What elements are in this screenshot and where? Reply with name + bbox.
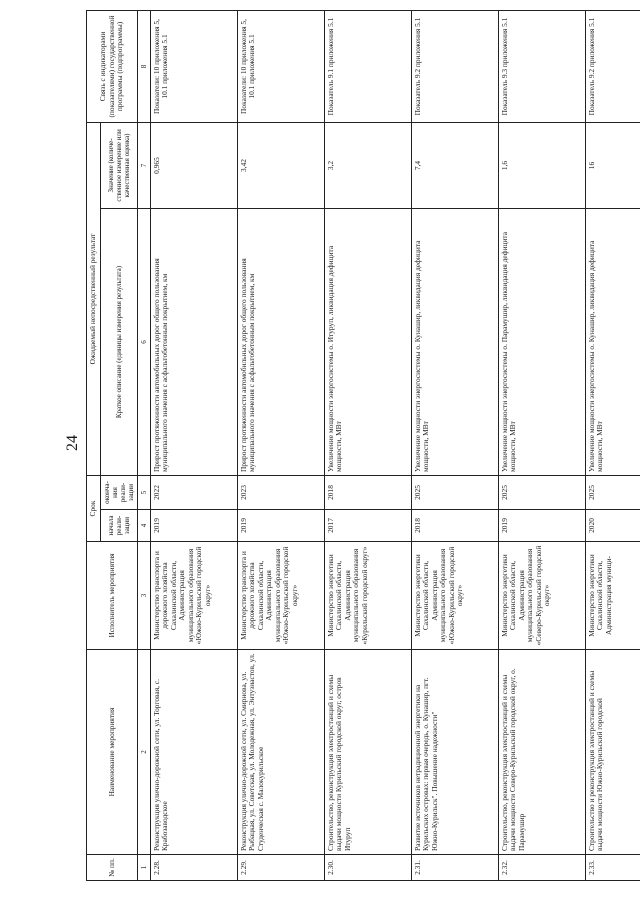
header-name: Наименование мероприятия — [87, 650, 138, 855]
indicator-link: Показатели: 10 приложения 5, 10.1 приложения 5.1 — [237, 10, 324, 122]
column-number: 1 — [137, 855, 150, 881]
column-number: 2 — [137, 650, 150, 855]
header-executor: Исполнитель мероприятия — [87, 542, 138, 650]
result-value: 1,6 — [498, 122, 585, 208]
result-description: Увеличение мощности энергосистемы о. Парамушир, ликвидация дефицита мощности, МВт — [498, 208, 585, 475]
header-period: Срок — [87, 475, 101, 541]
row-number: 2.29. — [237, 855, 324, 881]
indicator-link: Показатели: 10 приложения 5, 10.1 приложения 5.1 — [150, 10, 237, 122]
table-row — [585, 10, 640, 880]
indicator-link: Показатель 9.1 приложения 5.1 — [324, 10, 411, 122]
table-row — [150, 10, 237, 880]
indicator-link: Показатель 9.3 приложения 5.1 — [498, 10, 585, 122]
measure-executor: Министерство энергетики Сахалинской области, Администрация муници- — [585, 542, 640, 650]
start-year: 2019 — [150, 510, 237, 542]
end-year: 2025 — [585, 475, 640, 509]
table-stage — [86, 11, 613, 881]
measure-executor: Министерство транспорта и дорожного хозяйства Сахалинской области, Администрация муниципального образования «Южно-Курильский городской округ» — [237, 542, 324, 650]
result-value: 3,42 — [237, 122, 324, 208]
indicator-link: Показатель 9.2 приложения 5.1 — [585, 10, 640, 122]
column-number: 5 — [137, 475, 150, 509]
measure-name: Реконструкция улично-дорожной сети, ул. Смирнова, ул. Рыбацкая, ул. Советская, ул. Молодежная, ул. Энтузиастов, ул. Студенческая с. Малокурильское — [237, 650, 324, 855]
column-number: 3 — [137, 542, 150, 650]
header-expected: Ожидаемый непосредственный результат — [87, 122, 101, 475]
measure-name: Реконструкция улично-дорожной сети, ул. Торговая, с. Крабозаводское — [150, 650, 237, 855]
header-description: Краткое описание (единицы измерения результата) — [100, 208, 137, 475]
result-value: 16 — [585, 122, 640, 208]
column-number-row — [137, 10, 150, 880]
table-row — [324, 10, 411, 880]
column-number: 6 — [137, 208, 150, 475]
header-start: начала реали-зации — [100, 510, 137, 542]
start-year: 2019 — [237, 510, 324, 542]
indicator-link: Показатель 9.2 приложения 5.1 — [411, 10, 498, 122]
row-number: 2.28. — [150, 855, 237, 881]
row-number: 2.32. — [498, 855, 585, 881]
result-description: Прирост протяженности автомобильных дорог общего пользования муниципального значения с асфальтобетонным покрытием, км — [150, 208, 237, 475]
result-description: Увеличение мощности энергосистемы о. Кунашир, ликвидация дефицита мощности, МВт — [411, 208, 498, 475]
table-row — [237, 10, 324, 880]
measure-executor: Министерство энергетики Сахалинской области, Администрация муниципального образования «Северо-Курильский городской округ» — [498, 542, 585, 650]
start-year: 2020 — [585, 510, 640, 542]
end-year: 2023 — [237, 475, 324, 509]
table-row — [498, 10, 585, 880]
page-number: 24 — [64, 435, 81, 451]
measures-table — [86, 10, 640, 881]
result-description: Увеличение мощности энергосистемы о. Итуруп, ликвидация дефицита мощности, МВт — [324, 208, 411, 475]
end-year: 2025 — [411, 475, 498, 509]
header-end: оконча-ния реали-зации — [100, 475, 137, 509]
result-value: 7,4 — [411, 122, 498, 208]
column-number: 7 — [137, 122, 150, 208]
column-number: 4 — [137, 510, 150, 542]
rotated-page — [86, 11, 613, 881]
measure-executor: Министерство транспорта и дорожного хозяйства Сахалинской области, Администрация муниципального образования «Южно-Курильский городской округ» — [150, 542, 237, 650]
end-year: 2022 — [150, 475, 237, 509]
row-number: 2.31. — [411, 855, 498, 881]
row-number: 2.33. — [585, 855, 640, 881]
measure-name: Развитие источников нетрадиционной энергетики на Курильских островах: первая очередь, о. Кунашир, пгт. Южно-Курильск". Повышение надежности" — [411, 650, 498, 855]
measure-executor: Министерство энергетики Сахалинской области, Администрация муниципального образования «Южно-Курильский городской округ» — [411, 542, 498, 650]
measure-name: Строительство и реконструкция электростанций и схемы выдачи мощности Южно-Курильский городской — [585, 650, 640, 855]
result-value: 0,965 — [150, 122, 237, 208]
measure-name: Строительство, реконструкция электростанций и схемы выдачи мощности Северо-Курильский городской округ, о. Парамушир — [498, 650, 585, 855]
header-num: № пп. — [87, 855, 138, 881]
row-number: 2.30. — [324, 855, 411, 881]
header-link: Связь с индикаторами (показателями) государственной программы (подпрограммы) — [87, 10, 138, 122]
result-value: 3,2 — [324, 122, 411, 208]
result-description: Прирост протяженности автомобильных дорог общего пользования муниципального значения с асфальтобетонным покрытием, км — [237, 208, 324, 475]
start-year: 2019 — [498, 510, 585, 542]
start-year: 2018 — [411, 510, 498, 542]
end-year: 2025 — [498, 475, 585, 509]
start-year: 2017 — [324, 510, 411, 542]
measure-name: Строительство, реконструкция электростанций и схемы выдачи мощности Курильский городской округ, остров Итуруп — [324, 650, 411, 855]
table-row — [411, 10, 498, 880]
end-year: 2018 — [324, 475, 411, 509]
measure-executor: Министерство энергетики Сахалинской области, Администрация муниципального образования «Курильский городской округ» — [324, 542, 411, 650]
header-value: Значение (количе-ственное измерение или качественная оценка) — [100, 122, 137, 208]
result-description: Увеличение мощности энергосистемы о. Кунашир, ликвидация дефицита мощности, МВт — [585, 208, 640, 475]
column-number: 8 — [137, 10, 150, 122]
